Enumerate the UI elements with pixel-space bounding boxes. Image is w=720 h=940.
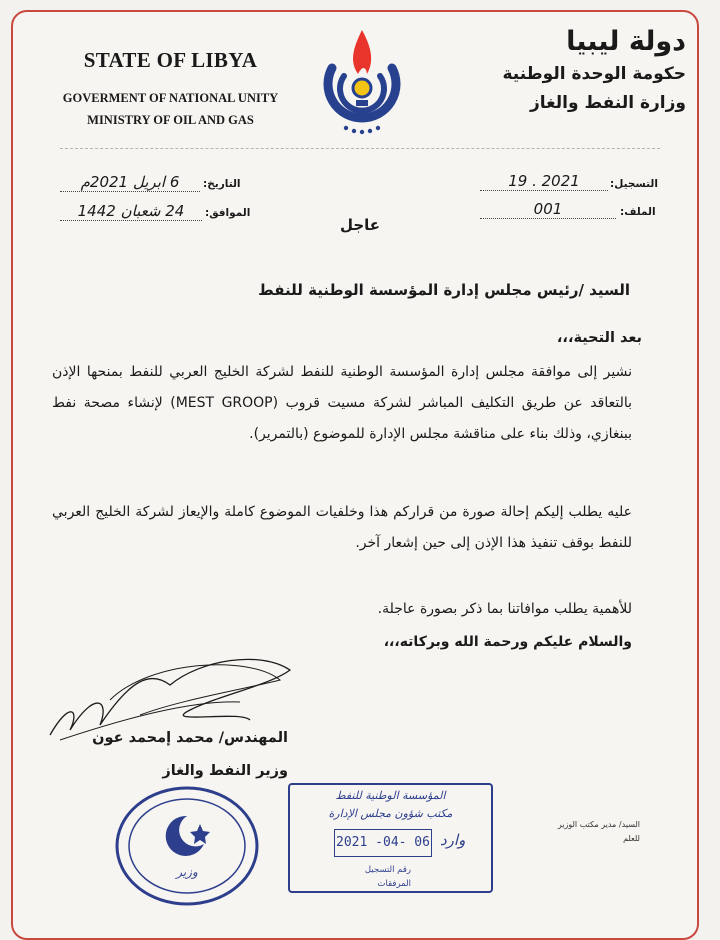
body-paragraph-3: للأهمية يطلب موافاتنا بما ذكر بصورة عاجلة. [377, 601, 632, 617]
body-paragraph-2: عليه يطلب إليكم إحالة صورة من قراركم هذا وخلفيات الموضوع كاملة والإيعاز لشركة الخليج العربي للنفط بوقف تنفيذ هذا الإذن إلى حين إشعار آخر. [52, 504, 632, 551]
received-org-line-2: مكتب شؤون مجلس الإدارة [328, 807, 453, 820]
arabic-state-title: دولة ليبيا [566, 26, 686, 57]
received-date: 2021 -04- 06 [334, 829, 432, 857]
english-ministry-line: MINISTRY OF OIL AND GAS [87, 113, 254, 127]
received-stamp [288, 783, 493, 893]
english-state-title: STATE OF LIBYA [83, 48, 258, 72]
ministry-logo [312, 28, 412, 138]
hijri-label: الموافق: [205, 207, 251, 219]
secretary-stamp [510, 818, 640, 878]
greeting-line: بعد التحية،،، [556, 330, 642, 346]
secretary-line-1: السيد/ مدير مكتب الوزير [557, 820, 640, 829]
addressee-line: السيد /رئيس مجلس إدارة المؤسسة الوطنية للنفط [258, 281, 630, 299]
english-header [58, 48, 283, 131]
signatory-title: وزير النفط والغاز [162, 763, 288, 779]
received-word: وارد [440, 831, 466, 849]
file-label: الملف: [620, 206, 656, 218]
registration-label: التسجيل: [610, 178, 658, 190]
star-icon [190, 824, 210, 844]
english-government-line: GOVERMENT OF NATIONAL UNITY [62, 91, 279, 105]
date-label: التاريخ: [203, 178, 241, 190]
ministry-seal [112, 784, 262, 908]
secretary-line-2: للعلم [623, 834, 640, 843]
logo-center-dot [353, 79, 371, 97]
received-ref-label: رقم التسجيل [364, 865, 411, 875]
received-attach-label: المرفقات [377, 879, 411, 889]
logo-base [356, 100, 368, 106]
arabic-government-line: حكومة الوحدة الوطنية [502, 64, 686, 84]
arabic-ministry-line: وزارة النفط والغاز [530, 93, 686, 113]
file-value: 001 [480, 200, 616, 219]
signatory-name: المهندس/ محمد إمحمد عون [92, 730, 288, 746]
body-paragraph-1: نشير إلى موافقة مجلس إدارة المؤسسة الوطنية للنفط لشركة الخليج العربي للنفط بمنحها الإذن بالتعاقد عن طريق التكليف المباشر لشركة مسيت قروب (MEST GROOP) لإنشاء مصحة نفط ببنغازي، وذلك بناء على مناقشة مجلس الإدارة للموضوع (بالتمرير). [52, 364, 632, 442]
urgent-label: عاجل [339, 216, 381, 234]
header-divider [60, 148, 660, 149]
closing-line: والسلام عليكم ورحمة الله وبركاته،،، [383, 634, 632, 650]
arabic-header [466, 24, 686, 118]
logo-dots [344, 126, 380, 134]
seal-text: وزير [176, 865, 198, 879]
hijri-value: 24 شعبان 1442 [60, 202, 202, 221]
date-value: 6 ابريل 2021م [60, 173, 200, 192]
received-org-line-1: المؤسسة الوطنية للنفط [335, 789, 446, 802]
flame-icon [353, 30, 371, 74]
registration-value: 2021 . 19 [480, 172, 608, 191]
